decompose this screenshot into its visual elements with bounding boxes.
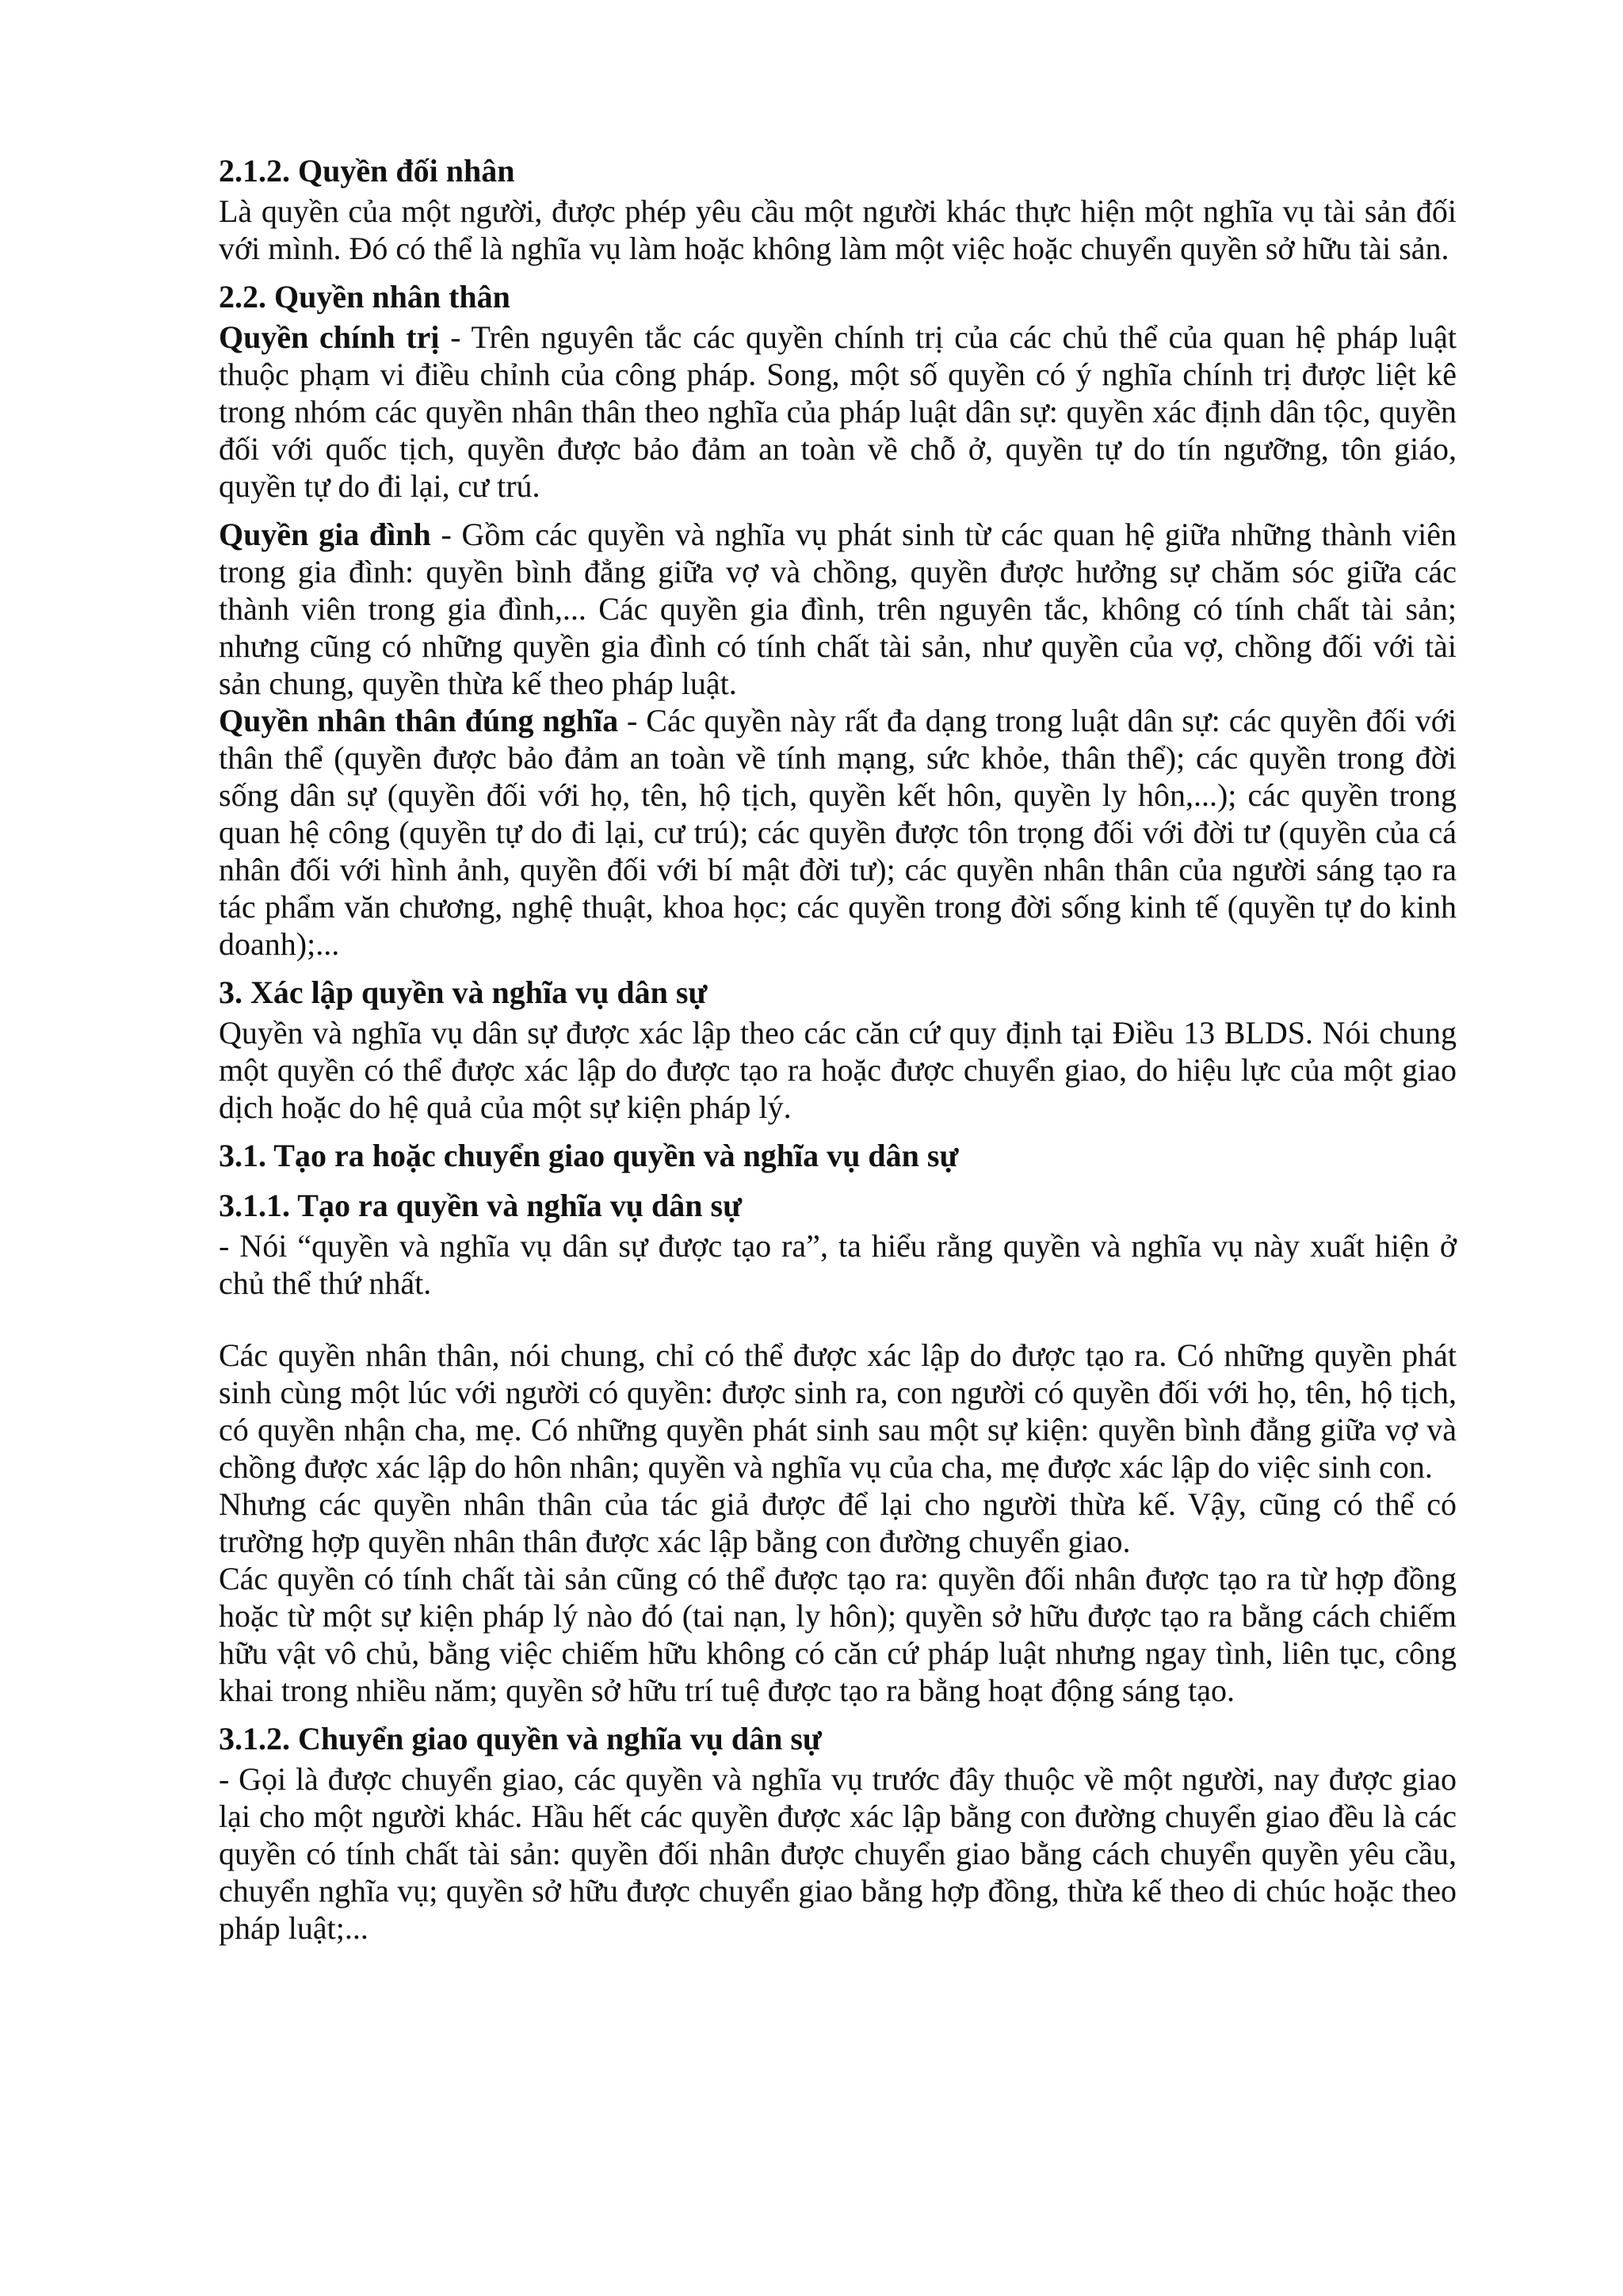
paragraph-tao-ra-intro: - Nói “quyền và nghĩa vụ dân sự được tạo ra”, ta hiểu rằng quyền và nghĩa vụ này xuất hiện ở chủ thể thứ nhất.	[219, 1228, 1457, 1301]
paragraph-xac-lap: Quyền và nghĩa vụ dân sự được xác lập theo các căn cứ quy định tại Điều 13 BLDS. Nói chung một quyền có thể được xác lập do được tạo ra hoặc được chuyển giao, do hiệu lực của một giao dịch hoặc do hệ quả của một sự kiện pháp lý.	[219, 1015, 1457, 1125]
document-page	[219, 152, 1457, 1958]
heading-2-1-2: 2.1.2. Quyền đối nhân	[219, 153, 515, 189]
lead-quyen-gia-dinh: Quyền gia đình	[219, 517, 431, 552]
paragraph-chuyen-giao: - Gọi là được chuyển giao, các quyền và nghĩa vụ trước đây thuộc về một người, nay được giao lại cho một người khác. Hầu hết các quyền được xác lập bằng con đường chuyển giao đều là các quyền có tính chất tài sản: quyền đối nhân được chuyển giao bằng cách chuyển quyền yêu cầu, chuyển nghĩa vụ; quyền sở hữu được chuyển giao bằng hợp đồng, thừa kế theo di chúc hoặc theo pháp luật;...	[219, 1761, 1457, 1946]
text-quyen-gia-dinh: - Gồm các quyền và nghĩa vụ phát sinh từ các quan hệ giữa những thành viên trong gia đình: quyền bình đẳng giữa vợ và chồng, quyền được hưởng sự chăm sóc giữa các thành viên trong gia đình,... Các quyền gia đình, trên nguyên tắc, không có tính chất tài sản; nhưng cũng có những quyền gia đình có tính chất tài sản, như quyền của vợ, chồng đối với tài sản chung, quyền thừa kế theo pháp luật.	[219, 517, 1457, 701]
spacer	[219, 1302, 1457, 1337]
paragraph-quyen-tai-san-tao-ra: Các quyền có tính chất tài sản cũng có thể được tạo ra: quyền đối nhân được tạo ra từ hợp đồng hoặc từ một sự kiện pháp lý nào đó (tai nạn, ly hôn); quyền sở hữu được tạo ra bằng cách chiếm hữu vật vô chủ, bằng việc chiếm hữu không có căn cứ pháp luật nhưng ngay tình, liên tục, công khai trong nhiều năm; quyền sở hữu trí tuệ được tạo ra bằng hoạt động sáng tạo.	[219, 1561, 1457, 1708]
paragraph-quyen-nhan-than-dung-nghia	[219, 702, 1457, 963]
heading-2-2: 2.2. Quyền nhân thân	[219, 279, 510, 315]
paragraph-quyen-doi-nhan: Là quyền của một người, được phép yêu cầu một người khác thực hiện một nghĩa vụ tài sản đối với mình. Đó có thể là nghĩa vụ làm hoặc không làm một việc hoặc chuyển quyền sở hữu tài sản.	[219, 193, 1457, 266]
heading-3-1-2: 3.1.2. Chuyển giao quyền và nghĩa vụ dân sự	[219, 1721, 822, 1756]
paragraph-quyen-gia-dinh	[219, 516, 1457, 702]
lead-quyen-chinh-tri: Quyền chính trị	[219, 319, 440, 355]
paragraph-quyen-tac-gia: Nhưng các quyền nhân thân của tác giả được để lại cho người thừa kế. Vậy, cũng có thể có trường hợp quyền nhân thân được xác lập bằng con đường chuyển giao.	[219, 1486, 1457, 1559]
lead-quyen-nhan-than-dung-nghia: Quyền nhân thân đúng nghĩa	[219, 703, 619, 738]
paragraph-quyen-chinh-tri	[219, 318, 1457, 505]
heading-3-1: 3.1. Tạo ra hoặc chuyển giao quyền và nghĩa vụ dân sự	[219, 1138, 959, 1173]
heading-3: 3. Xác lập quyền và nghĩa vụ dân sự	[219, 974, 708, 1010]
heading-3-1-1: 3.1.1. Tạo ra quyền và nghĩa vụ dân sự	[219, 1188, 743, 1223]
text-quyen-nhan-than-dung-nghia: - Các quyền này rất đa dạng trong luật dân sự: các quyền đối với thân thể (quyền được bảo đảm an toàn về tính mạng, sức khỏe, thân thể); các quyền trong đời sống dân sự (quyền đối với họ, tên, hộ tịch, quyền kết hôn, quyền ly hôn,...); các quyền trong quan hệ công (quyền tự do đi lại, cư trú); các quyền được tôn trọng đối với đời tư (quyền của cá nhân đối với hình ảnh, quyền đối với bí mật đời tư); các quyền nhân thân của người sáng tạo ra tác phẩm văn chương, nghệ thuật, khoa học; các quyền trong đời sống kinh tế (quyền tự do kinh doanh);...	[219, 703, 1457, 962]
text-quyen-chinh-tri: - Trên nguyên tắc các quyền chính trị của các chủ thể của quan hệ pháp luật thuộc phạm vi điều chỉnh của công pháp. Song, một số quyền có ý nghĩa chính trị được liệt kê trong nhóm các quyền nhân thân theo nghĩa của pháp luật dân sự: quyền xác định dân tộc, quyền đối với quốc tịch, quyền được bảo đảm an toàn về chỗ ở, quyền tự do tín ngưỡng, tôn giáo, quyền tự do đi lại, cư trú.	[219, 319, 1457, 504]
paragraph-quyen-nhan-than-tao-ra: Các quyền nhân thân, nói chung, chỉ có thể được xác lập do được tạo ra. Có những quyền phát sinh cùng một lúc với người có quyền: được sinh ra, con người có quyền đối với họ, tên, hộ tịch, có quyền nhận cha, mẹ. Có những quyền phát sinh sau một sự kiện: quyền bình đẳng giữa vợ và chồng được xác lập do hôn nhân; quyền và nghĩa vụ của cha, mẹ được xác lập do việc sinh con.	[219, 1337, 1457, 1485]
